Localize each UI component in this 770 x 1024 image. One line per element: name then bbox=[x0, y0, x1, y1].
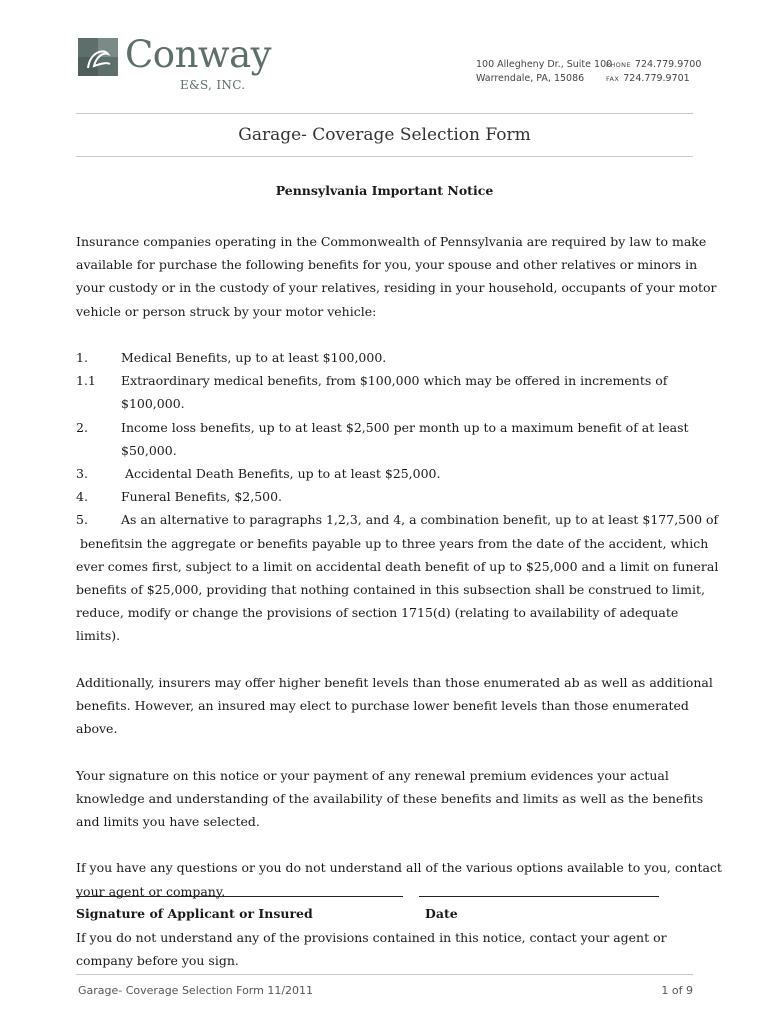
signature-notice-paragraph: Your signature on this notice or your payment of any renewal premium evidences your actual knowledge and understanding of the availability of these benefits and limits as well as the benefits and limits you have selected. bbox=[76, 767, 704, 830]
company-contact bbox=[606, 58, 701, 86]
questions-paragraph: If you have any questions or you do not understand all of the various options available to you, contact your agent or company. bbox=[76, 860, 722, 899]
benefit-item bbox=[76, 485, 724, 508]
benefit-text: As an alternative to paragraphs 1,2,3, and 4, a combination benefit, up to at least $177,500 of bbox=[121, 512, 719, 528]
benefit-text: Extraordinary medical benefits, from $100,000 which may be offered in increments of $100,000. bbox=[121, 373, 668, 412]
benefit-number: 3. bbox=[76, 466, 88, 482]
phone-label: PHONE bbox=[606, 61, 631, 69]
date-label: Date bbox=[425, 906, 458, 921]
company-subtitle: E&S, INC. bbox=[180, 78, 246, 92]
form-title: Garage- Coverage Selection Form bbox=[238, 125, 531, 145]
benefit-item bbox=[76, 346, 724, 369]
benefit-number: 1.1 bbox=[76, 373, 96, 389]
company-logo-icon bbox=[78, 38, 118, 76]
benefit-text: Accidental Death Benefits, up to at least $25,000. bbox=[121, 466, 441, 482]
address-line-1: 100 Allegheny Dr., Suite 100 bbox=[476, 59, 613, 70]
benefit-text: Funeral Benefits, $2,500. bbox=[121, 489, 283, 505]
fax-row bbox=[606, 72, 701, 86]
company-name: Conway bbox=[125, 33, 272, 76]
benefit-number: 4. bbox=[76, 489, 88, 505]
provisions-paragraph: If you do not understand any of the provisions contained in this notice, contact your agent or company before you sign. bbox=[76, 930, 667, 969]
notice-title: Pennsylvania Important Notice bbox=[275, 183, 494, 198]
notice-body bbox=[76, 230, 724, 972]
footer-form-id: Garage- Coverage Selection Form 11/2011 bbox=[78, 984, 314, 997]
applicant-signature-label: Signature of Applicant or Insured bbox=[76, 906, 313, 921]
benefit-number: 2. bbox=[76, 419, 88, 435]
header-divider-bottom bbox=[76, 156, 693, 157]
benefit-number: 1. bbox=[76, 350, 88, 365]
page-number: 1 of 9 bbox=[661, 984, 693, 997]
benefit-number: 5. bbox=[76, 512, 88, 528]
company-address bbox=[476, 58, 612, 86]
address-line-2: Warrendale, PA, 15086 bbox=[476, 73, 585, 84]
benefit-text: Medical Benefits, up to at least $100,000. bbox=[121, 350, 387, 365]
additional-benefits-paragraph: Additionally, insurers may offer higher benefit levels than those enumerated ab as well as additional benefits. However, an insured may elect to purchase lower benefit levels than those enumerated above. bbox=[76, 674, 713, 737]
applicant-signature-line[interactable] bbox=[76, 896, 403, 897]
fax-number: 724.779.9701 bbox=[623, 73, 690, 84]
benefit-item bbox=[76, 416, 724, 462]
footer-divider bbox=[76, 974, 693, 975]
header-divider-top bbox=[76, 113, 693, 114]
benefit-item bbox=[76, 462, 724, 485]
intro-paragraph: Insurance companies operating in the Commonwealth of Pennsylvania are required by law to make available for purchase the following benefits for you, your spouse and other relatives or minors in your custody or in the custody of your relatives, residing in your household, occupants of your motor vehicle or person struck by your motor vehicle: bbox=[76, 234, 717, 319]
benefit-5-continued: benefitsin the aggregate or benefits payable up to three years from the date of the accident, which ever comes first, subject to a limit on accidental death benefit of up to $25,000 and a limit on funeral benefits of $25,000, providing that nothing contained in this subsection shall be construed to limit, reduce, modify or change the provisions of section 1715(d) (relating to availability of adequate limits). bbox=[76, 535, 723, 644]
date-signature-line[interactable] bbox=[419, 896, 659, 897]
phone-row bbox=[606, 58, 701, 72]
benefit-item bbox=[76, 508, 724, 531]
benefit-text: Income loss benefits, up to at least $2,500 per month up to a maximum benefit of at least $50,000. bbox=[121, 419, 689, 458]
benefit-item bbox=[76, 369, 724, 415]
fax-label: FAX bbox=[606, 75, 620, 83]
phone-number: 724.779.9700 bbox=[634, 59, 702, 70]
